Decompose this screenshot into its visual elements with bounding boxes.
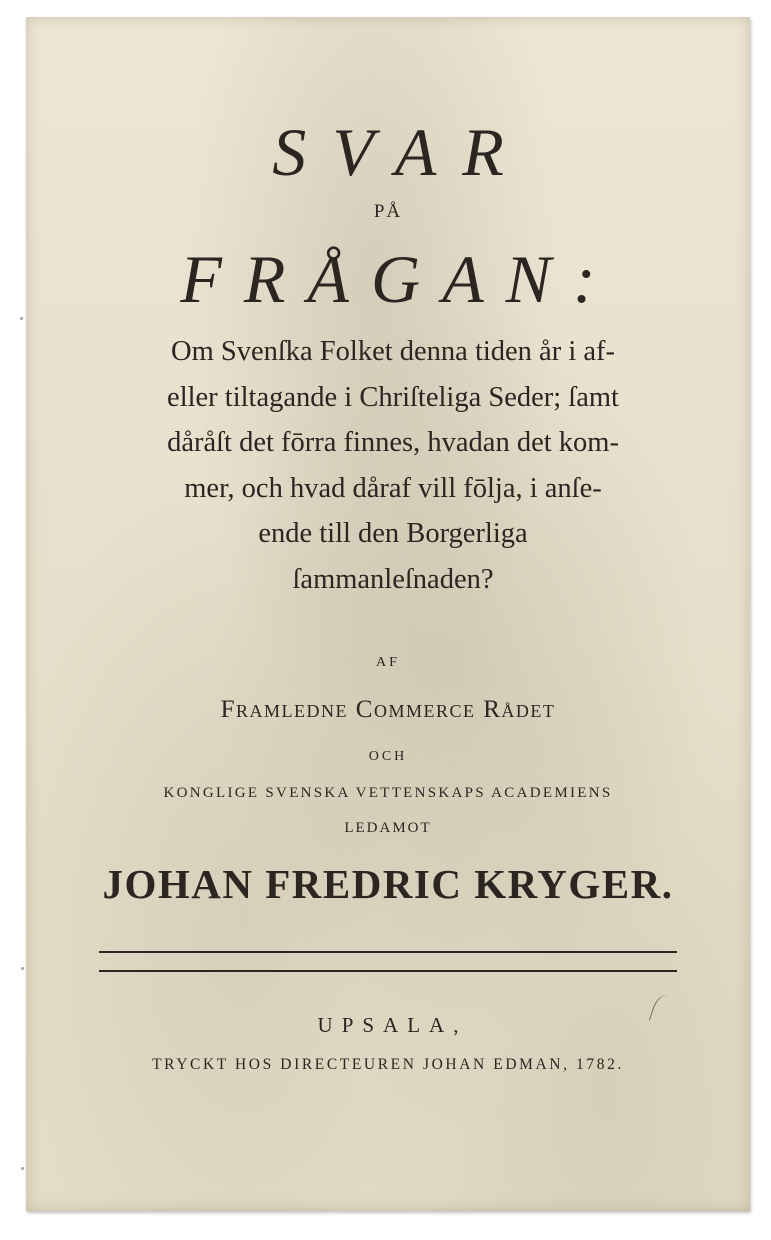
- byline-af: AF: [376, 655, 400, 670]
- byline-office: Framledne Commerce Rådet: [220, 696, 556, 723]
- double-rule-top: [99, 951, 677, 953]
- title-fragan: FRÅGAN:: [180, 241, 618, 317]
- imprint-place: UPSALA,: [317, 1013, 468, 1037]
- binding-fleck: [21, 1167, 24, 1170]
- byline-academy: KONGLIGE SVENSKA VETTENSKAPS ACADEMIENS: [163, 785, 613, 801]
- question-line-2: eller tiltagande i Chriſteliga Seder; ſamt: [167, 381, 619, 413]
- question-line-6: ſammanleſnaden?: [292, 563, 494, 595]
- binding-fleck: [20, 317, 23, 320]
- question-line-5: ende till den Borgerliga: [258, 518, 528, 550]
- question-line-3: dåråſt det fōrra finnes, hvadan det kom-: [167, 427, 619, 459]
- title-page: [26, 17, 750, 1211]
- double-rule-bottom: [99, 970, 677, 972]
- title-pa: PÅ: [373, 201, 403, 222]
- question-line-1: Om Svenſka Folket denna tiden år i af-: [170, 336, 615, 367]
- question-text: [96, 329, 690, 603]
- byline-och: OCH: [368, 749, 408, 764]
- title-svar: SVAR: [272, 114, 530, 190]
- byline-member: LEDAMOT: [344, 820, 432, 836]
- question-line-4: mer, och hvad dåraf vill fōlja, i anſe-: [184, 472, 602, 504]
- imprint-printer: TRYCKT HOS DIRECTEUREN JOHAN EDMAN, 1782.: [152, 1056, 624, 1073]
- binding-fleck: [21, 967, 24, 970]
- author-name: JOHAN FREDRIC KRYGER.: [102, 861, 674, 907]
